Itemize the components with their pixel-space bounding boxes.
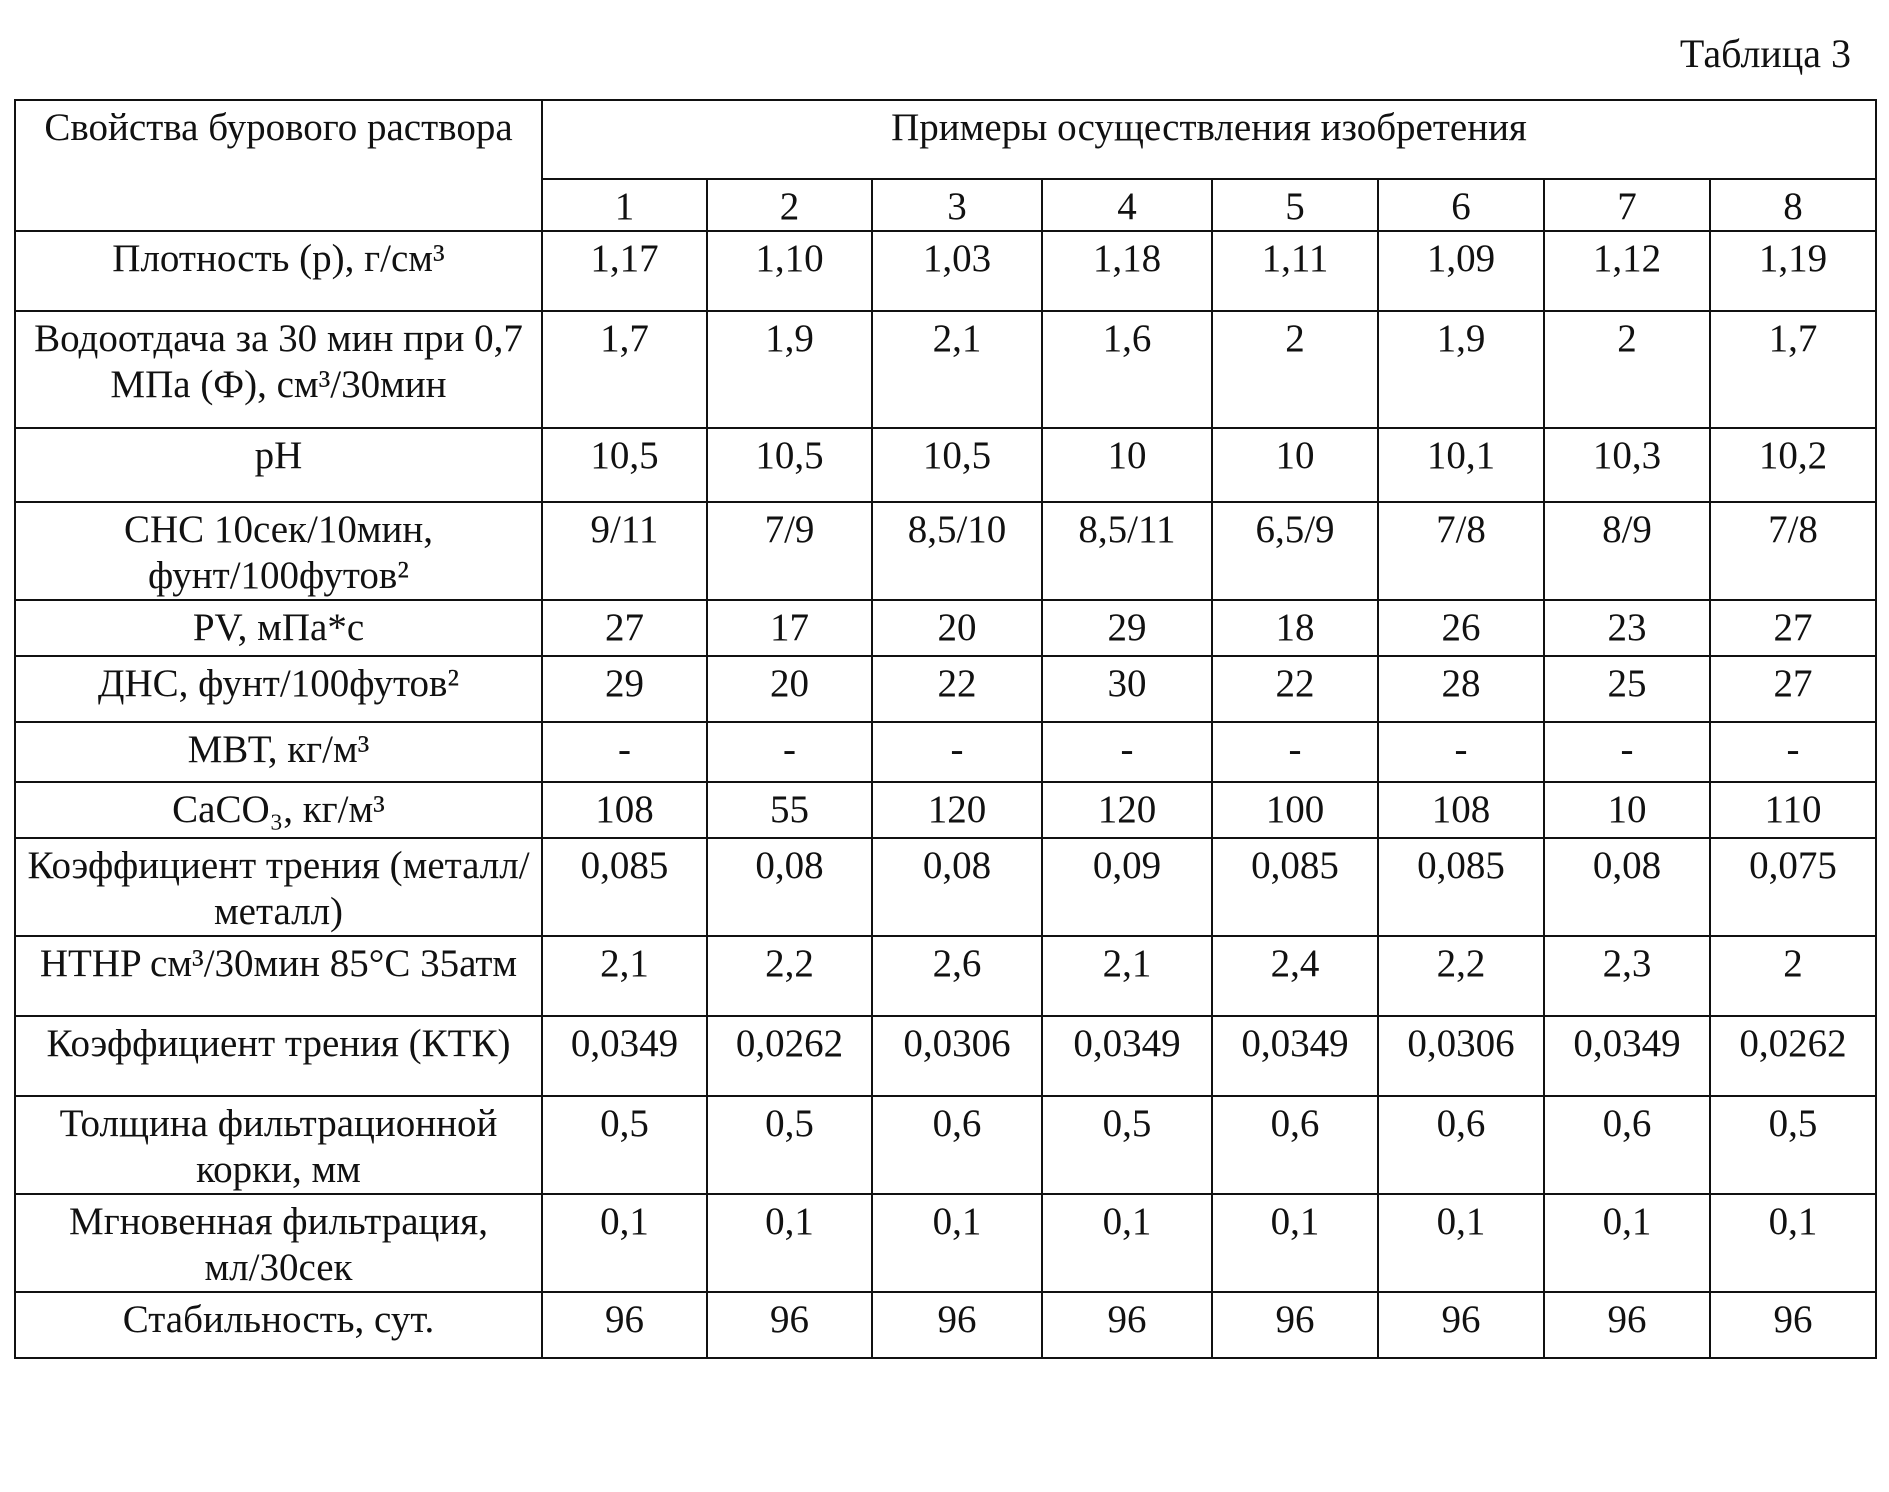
table-cell: 10 [1212, 428, 1378, 502]
table-cell: 1,6 [1042, 311, 1212, 428]
table-cell: 120 [872, 782, 1042, 838]
table-cell: 1,09 [1378, 231, 1544, 311]
table-cell: - [1042, 722, 1212, 782]
table-cell: 9/11 [542, 502, 707, 600]
table-cell: 20 [707, 656, 872, 722]
property-column-header: Свойства бурового раствора [15, 100, 542, 231]
table-cell: 120 [1042, 782, 1212, 838]
table-cell: 1,12 [1544, 231, 1710, 311]
table-cell: 1,9 [1378, 311, 1544, 428]
table-row [15, 656, 1876, 722]
table-cell: 2,1 [1042, 936, 1212, 1016]
table-cell: 25 [1544, 656, 1710, 722]
table-cell: 0,1 [1212, 1194, 1378, 1292]
table-row [15, 600, 1876, 656]
row-label: HTHP см³/30мин 85°C 35атм [15, 936, 542, 1016]
table-cell: 23 [1544, 600, 1710, 656]
table-cell: 0,08 [1544, 838, 1710, 936]
row-label: pH [15, 428, 542, 502]
table-cell: 1,19 [1710, 231, 1876, 311]
row-label: Коэффициент трения (КТК) [15, 1016, 542, 1096]
table-cell: 96 [707, 1292, 872, 1358]
row-label: МВТ, кг/м³ [15, 722, 542, 782]
table-cell: 0,5 [1710, 1096, 1876, 1194]
row-label: СНС 10сек/10мин, фунт/100футов² [15, 502, 542, 600]
table-cell: 0,09 [1042, 838, 1212, 936]
table-cell: 10,2 [1710, 428, 1876, 502]
table-cell: 20 [872, 600, 1042, 656]
table-cell: 0,0306 [872, 1016, 1042, 1096]
table-cell: 2,6 [872, 936, 1042, 1016]
row-label: ДНС, фунт/100футов² [15, 656, 542, 722]
table-cell: 0,0349 [542, 1016, 707, 1096]
drilling-fluid-properties-table [14, 99, 1877, 1359]
table-row [15, 1096, 1876, 1194]
table-cell: 27 [1710, 656, 1876, 722]
table-caption: Таблица 3 [1679, 31, 1851, 76]
table-cell: 96 [1710, 1292, 1876, 1358]
column-number-header: 7 [1544, 179, 1710, 231]
table-row [15, 231, 1876, 311]
table-cell: 2 [1212, 311, 1378, 428]
table-cell: 2,1 [542, 936, 707, 1016]
table-cell: 0,08 [872, 838, 1042, 936]
table-cell: 1,7 [542, 311, 707, 428]
table-cell: 0,0262 [707, 1016, 872, 1096]
table-cell: 0,1 [542, 1194, 707, 1292]
column-number-header: 5 [1212, 179, 1378, 231]
column-number-header: 1 [542, 179, 707, 231]
table-cell: 0,1 [1378, 1194, 1544, 1292]
table-cell: - [1378, 722, 1544, 782]
column-number-header: 4 [1042, 179, 1212, 231]
table-row [15, 1194, 1876, 1292]
table-cell: 10,1 [1378, 428, 1544, 502]
column-number-header: 6 [1378, 179, 1544, 231]
row-label: Толщина фильтрационной корки, мм [15, 1096, 542, 1194]
table-cell: 10 [1544, 782, 1710, 838]
table-cell: - [1544, 722, 1710, 782]
table-cell: 8/9 [1544, 502, 1710, 600]
table-cell: 96 [1378, 1292, 1544, 1358]
table-cell: 0,0349 [1544, 1016, 1710, 1096]
table-row [15, 1292, 1876, 1358]
table-cell: 7/8 [1710, 502, 1876, 600]
table-row [15, 311, 1876, 428]
table-cell: 0,1 [1710, 1194, 1876, 1292]
table-cell: 0,1 [1042, 1194, 1212, 1292]
table-cell: 27 [542, 600, 707, 656]
row-label: Мгновенная фильтрация, мл/30сек [15, 1194, 542, 1292]
table-cell: 1,18 [1042, 231, 1212, 311]
table-cell: 10 [1042, 428, 1212, 502]
table-cell: 108 [542, 782, 707, 838]
table-cell: 100 [1212, 782, 1378, 838]
table-cell: 55 [707, 782, 872, 838]
table-cell: 96 [872, 1292, 1042, 1358]
table-cell: 0,085 [1378, 838, 1544, 936]
table-cell: 2,4 [1212, 936, 1378, 1016]
table-cell: 0,6 [1378, 1096, 1544, 1194]
table-cell: 0,085 [542, 838, 707, 936]
table-cell: 10,5 [542, 428, 707, 502]
row-label: Водоотдача за 30 мин при 0,7 МПа (Ф), см³/30мин [15, 311, 542, 428]
table-cell: 1,03 [872, 231, 1042, 311]
table-cell: 0,0349 [1042, 1016, 1212, 1096]
table-cell: 0,6 [1212, 1096, 1378, 1194]
table-cell: 0,085 [1212, 838, 1378, 936]
table-cell: 10,3 [1544, 428, 1710, 502]
table-cell: 108 [1378, 782, 1544, 838]
table-row [15, 838, 1876, 936]
table-cell: 7/8 [1378, 502, 1544, 600]
table-row [15, 936, 1876, 1016]
examples-group-header: Примеры осуществления изобретения [542, 100, 1876, 179]
table-cell: 6,5/9 [1212, 502, 1378, 600]
row-label: Стабильность, сут. [15, 1292, 542, 1358]
table-row [15, 1016, 1876, 1096]
table-cell: 17 [707, 600, 872, 656]
table-cell: 0,0349 [1212, 1016, 1378, 1096]
table-cell: 28 [1378, 656, 1544, 722]
table-cell: - [707, 722, 872, 782]
table-cell: 1,17 [542, 231, 707, 311]
table-cell: - [1212, 722, 1378, 782]
row-label: CaCO₃, кг/м³ [15, 782, 542, 838]
table-cell: 0,5 [707, 1096, 872, 1194]
table-cell: 29 [1042, 600, 1212, 656]
table-cell: 0,0306 [1378, 1016, 1544, 1096]
table-cell: 1,11 [1212, 231, 1378, 311]
table-cell: 2,3 [1544, 936, 1710, 1016]
table-cell: 0,6 [1544, 1096, 1710, 1194]
table-cell: 27 [1710, 600, 1876, 656]
table-cell: 30 [1042, 656, 1212, 722]
table-cell: 29 [542, 656, 707, 722]
table-cell: 0,08 [707, 838, 872, 936]
table-cell: 2,2 [707, 936, 872, 1016]
table-cell: 18 [1212, 600, 1378, 656]
table-cell: 2,1 [872, 311, 1042, 428]
table-cell: 0,1 [707, 1194, 872, 1292]
table-cell: 1,9 [707, 311, 872, 428]
table-cell: 0,1 [1544, 1194, 1710, 1292]
row-label: PV, мПа*с [15, 600, 542, 656]
table-cell: 110 [1710, 782, 1876, 838]
table-row [15, 428, 1876, 502]
column-number-header: 2 [707, 179, 872, 231]
table-cell: - [542, 722, 707, 782]
table-cell: 96 [542, 1292, 707, 1358]
table-cell: 0,5 [542, 1096, 707, 1194]
table-row [15, 502, 1876, 600]
table-cell: 0,6 [872, 1096, 1042, 1194]
table-cell: 10,5 [872, 428, 1042, 502]
table-cell: - [872, 722, 1042, 782]
table-cell: 1,10 [707, 231, 872, 311]
table-cell: 2 [1544, 311, 1710, 428]
table-cell: 22 [1212, 656, 1378, 722]
table-cell: 26 [1378, 600, 1544, 656]
table-cell: 0,5 [1042, 1096, 1212, 1194]
table-cell: 96 [1544, 1292, 1710, 1358]
table-cell: 0,075 [1710, 838, 1876, 936]
table-cell: - [1710, 722, 1876, 782]
row-label: Плотность (р), г/см³ [15, 231, 542, 311]
table-row [15, 722, 1876, 782]
table-cell: 96 [1042, 1292, 1212, 1358]
table-cell: 0,0262 [1710, 1016, 1876, 1096]
table-cell: 8,5/10 [872, 502, 1042, 600]
column-number-header: 3 [872, 179, 1042, 231]
table-cell: 22 [872, 656, 1042, 722]
table-cell: 2 [1710, 936, 1876, 1016]
table-cell: 1,7 [1710, 311, 1876, 428]
table-cell: 8,5/11 [1042, 502, 1212, 600]
table-cell: 0,1 [872, 1194, 1042, 1292]
table-row [15, 782, 1876, 838]
table-cell: 96 [1212, 1292, 1378, 1358]
row-label: Коэффициент трения (металл/металл) [15, 838, 542, 936]
table-cell: 10,5 [707, 428, 872, 502]
table-cell: 7/9 [707, 502, 872, 600]
column-number-header: 8 [1710, 179, 1876, 231]
table-cell: 2,2 [1378, 936, 1544, 1016]
